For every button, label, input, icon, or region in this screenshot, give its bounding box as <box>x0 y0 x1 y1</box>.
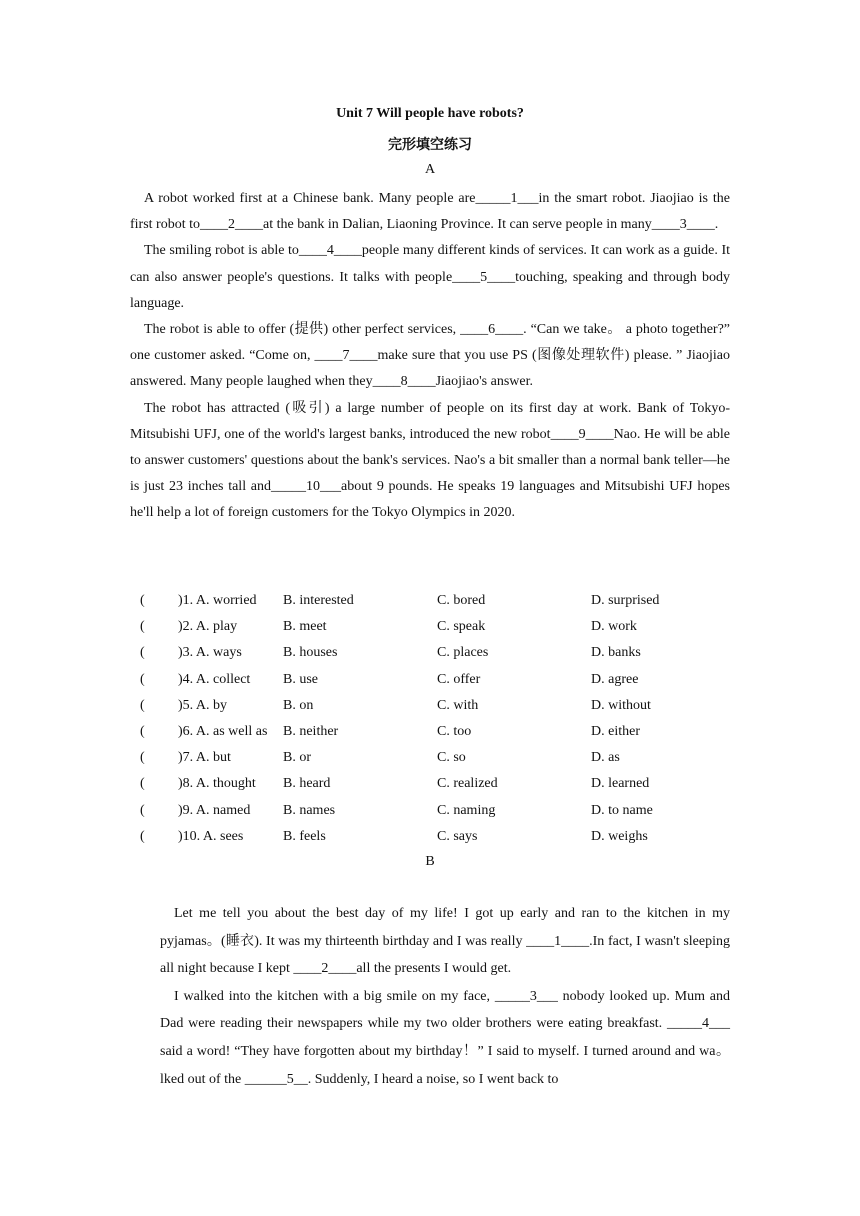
question-row <box>140 669 740 695</box>
option-c: C. so <box>437 750 466 766</box>
option-c: C. naming <box>437 802 496 818</box>
option-d: D. work <box>591 619 637 635</box>
answer-paren[interactable]: ( <box>140 697 145 713</box>
option-d: D. either <box>591 723 640 739</box>
option-c: C. offer <box>437 671 481 687</box>
option-b: B. feels <box>283 828 326 844</box>
answer-paren[interactable]: ( <box>140 828 145 844</box>
option-b: B. interested <box>283 593 354 608</box>
passage-a-paragraph: The robot is able to offer (提供) other perfect services, ____6____. “Can we take。 a photo together?” one customer asked. “Come on, ____7____make sure that you use PS (图像处理软件) please. ” Jiaojiao answered. Many people laughed when they____8____Jiaojiao's answer. <box>130 322 730 390</box>
option-b: B. meet <box>283 619 327 635</box>
answer-paren[interactable]: ( <box>140 776 145 792</box>
option-b: B. use <box>283 671 318 687</box>
answer-paren[interactable]: ( <box>140 802 145 818</box>
document-title: Unit 7 Will people have robots? <box>336 106 524 121</box>
passage-b-paragraph: I walked into the kitchen with a big smile on my face, _____3___ nobody looked up. Mum and Dad were reading their newspapers while my two older brothers were eating breakfast. _____4___ said a word! “They have forgotten about my birthday！” I said to myself. I turned around and wa。lked out of the ______5__. Suddenly, I heard a noise, so I went back to <box>160 988 730 1087</box>
answer-paren[interactable]: ( <box>140 619 145 635</box>
question-row <box>140 826 740 852</box>
question-row <box>140 773 740 799</box>
passage-a-paragraph: The robot has attracted (吸引) a large number of people on its first day at work. Bank of Tokyo-Mitsubishi UFJ, one of the world's largest banks, introduced the new robot____9____Nao. He will be able to answer customers' questions about the bank's services. Nao's a bit smaller than a normal bank teller—he is just 23 inches tall and_____10___about 9 pounds. He speaks 19 languages and Mitsubishi UFJ hopes he'll help a lot of foreign customers for the Tokyo Olympics in 2020. <box>130 400 730 521</box>
passage-a <box>130 186 730 527</box>
option-c: C. realized <box>437 776 498 792</box>
option-a: )2. A. play <box>178 619 238 635</box>
option-d: D. learned <box>591 776 650 792</box>
option-a: )3. A. ways <box>178 645 242 661</box>
question-row <box>140 721 740 747</box>
section-b-label: B <box>425 854 435 869</box>
option-c: C. too <box>437 723 472 739</box>
option-a: )6. A. as well as <box>178 723 268 739</box>
option-a: )8. A. thought <box>178 776 256 792</box>
question-row <box>140 747 740 773</box>
option-b: B. neither <box>283 723 339 739</box>
option-a: )5. A. by <box>178 697 227 713</box>
option-d: D. weighs <box>591 828 648 844</box>
option-b: B. names <box>283 802 336 818</box>
option-a: )7. A. but <box>178 750 231 766</box>
question-row <box>140 800 740 826</box>
question-row <box>140 616 740 642</box>
option-a: )9. A. named <box>178 802 251 818</box>
option-b: B. or <box>283 750 311 766</box>
option-b: B. on <box>283 697 314 713</box>
passage-b-paragraph: Let me tell you about the best day of my life! I got up early and ran to the kitchen in my pyjamas。(睡衣). It was my thirteenth birthday and I was really ____1____.In fact, I wasn't sleeping all night because I kept ____2____all the presents I would get. <box>160 906 730 977</box>
answer-paren[interactable]: ( <box>140 671 145 687</box>
option-c: C. speak <box>437 619 486 635</box>
question-row <box>140 642 740 668</box>
question-options <box>140 590 740 852</box>
option-c: C. bored <box>437 593 486 608</box>
option-a: )1. A. worried <box>178 593 257 608</box>
option-d: D. agree <box>591 671 639 687</box>
option-d: D. to name <box>591 802 653 818</box>
answer-paren[interactable]: ( <box>140 750 145 766</box>
document-subtitle: 完形填空练习 <box>388 138 472 153</box>
answer-paren[interactable]: ( <box>140 723 145 739</box>
answer-paren[interactable]: ( <box>140 645 145 661</box>
section-a-label: A <box>424 162 436 177</box>
option-c: C. says <box>437 828 478 844</box>
option-a: )10. A. sees <box>178 828 244 844</box>
option-d: D. surprised <box>591 593 660 608</box>
passage-a-paragraph: A robot worked first at a Chinese bank. Many people are_____1___in the smart robot. Jiaojiao is the first robot to____2____at the bank in Dalian, Liaoning Province. It can serve people in many____3____. <box>130 191 730 233</box>
option-d: D. as <box>591 750 620 766</box>
option-b: B. heard <box>283 776 331 792</box>
passage-a-paragraph: The smiling robot is able to____4____people many different kinds of services. It can work as a guide. It can also answer people's questions. It talks with people____5____touching, speaking and through body language. <box>130 243 730 311</box>
option-c: C. places <box>437 645 489 661</box>
option-a: )4. A. collect <box>178 671 251 687</box>
answer-paren[interactable]: ( <box>140 593 145 608</box>
question-row <box>140 590 740 616</box>
option-c: C. with <box>437 697 479 713</box>
passage-b <box>160 900 730 1093</box>
option-d: D. without <box>591 697 651 713</box>
option-d: D. banks <box>591 645 641 661</box>
question-row <box>140 695 740 721</box>
option-b: B. houses <box>283 645 338 661</box>
